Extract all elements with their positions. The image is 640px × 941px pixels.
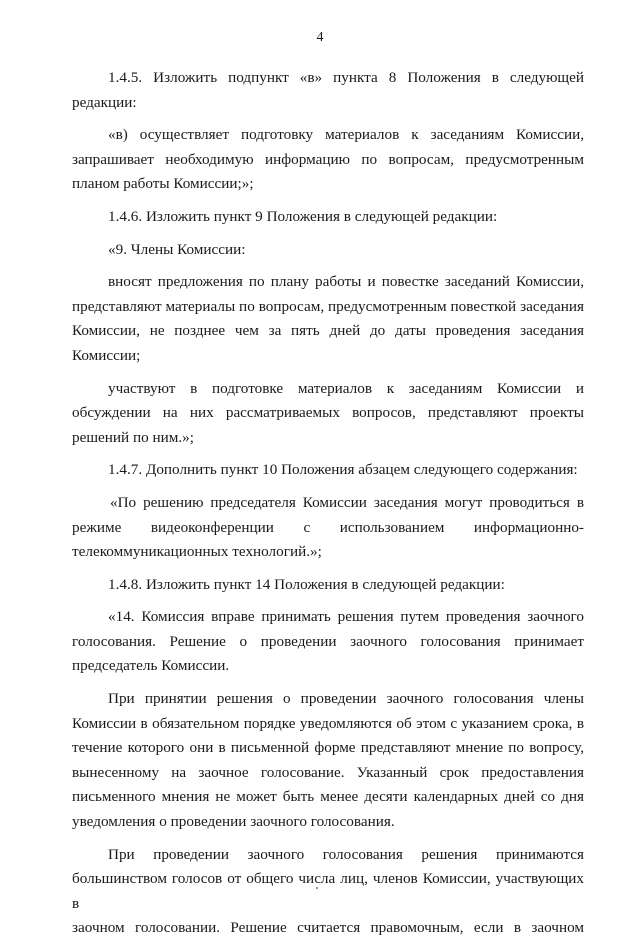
text-line: запрашивает необходимую информацию по вопросам, предусмотренным xyxy=(72,150,584,168)
text-line: Комиссии, не позднее чем за пять дней до даты проведения заседания xyxy=(72,322,584,340)
text-line: Комиссии; xyxy=(72,346,141,364)
paragraph-videoconference xyxy=(72,491,584,565)
document-body xyxy=(72,66,584,941)
text-line: председатель Комиссии. xyxy=(72,657,230,675)
text-line: заочном голосовании. Решение считается правомочным, если в заочном xyxy=(72,919,584,937)
paragraph-point-9 xyxy=(72,238,584,263)
paragraph-1-4-8 xyxy=(72,573,584,598)
paragraph-absentee-decision xyxy=(72,843,584,941)
paragraph-absentee-notice xyxy=(72,687,584,835)
paragraph-point-14 xyxy=(72,605,584,679)
text-line: 1.4.8. Изложить пункт 14 Положения в следующей редакции: xyxy=(108,575,505,593)
text-line: «14. Комиссия вправе принимать решения путем проведения заочного xyxy=(108,608,584,626)
text-line: 1.4.7. Дополнить пункт 10 Положения абзацем следующего содержания: xyxy=(108,461,578,479)
paragraph-members-participate xyxy=(72,377,584,451)
text-line: «9. Члены Комиссии: xyxy=(108,240,246,258)
text-line: письменного мнения не может быть менее десяти календарных дней со дня xyxy=(72,788,584,806)
text-line: Комиссии в обязательном порядке уведомляются об этом с указанием срока, в xyxy=(72,714,584,732)
text-line: вносят предложения по плану работы и повестке заседаний Комиссии, xyxy=(108,273,584,291)
text-line: уведомления о проведении заочного голосования. xyxy=(72,813,395,831)
page-number: 4 xyxy=(316,30,324,45)
text-line: решений по ним.»; xyxy=(72,428,194,446)
text-line: представляют материалы по вопросам, предусмотренным повесткой заседания xyxy=(72,297,584,315)
paragraph-1-4-7 xyxy=(72,458,584,483)
paragraph-1-4-6 xyxy=(72,205,584,230)
text-line: 1.4.5. Изложить подпункт «в» пункта 8 Положения в следующей xyxy=(108,69,584,86)
text-line: «По решению председателя Комиссии заседания могут проводиться в xyxy=(110,493,584,511)
text-line: голосования. Решение о проведении заочного голосования принимает xyxy=(72,632,584,650)
text-line: вынесенному на заочное голосование. Указанный срок предоставления xyxy=(72,763,584,781)
paragraph-subpoint-v xyxy=(72,123,584,197)
text-line: большинством голосов от общего числа лиц, членов Комиссии, участвующих в xyxy=(72,870,584,912)
paragraph-members-submit xyxy=(72,270,584,368)
text-line: редакции: xyxy=(72,93,137,111)
text-line: «в) осуществляет подготовку материалов к заседаниям Комиссии, xyxy=(108,126,584,144)
text-line: течение которого они в письменной форме представляют мнение по вопросу, xyxy=(72,739,584,757)
scan-speck xyxy=(316,887,318,889)
text-line: При проведении заочного голосования решения принимаются xyxy=(108,845,584,863)
text-line: обсуждении на них рассматриваемых вопросов, представляют проекты xyxy=(72,404,584,422)
text-line: 1.4.6. Изложить пункт 9 Положения в следующей редакции: xyxy=(108,207,498,225)
text-line: планом работы Комиссии;»; xyxy=(72,175,254,193)
text-line: режиме видеоконференции с использованием информационно- xyxy=(72,518,584,536)
text-line: телекоммуникационных технологий.»; xyxy=(72,543,322,561)
text-line: участвуют в подготовке материалов к заседаниям Комиссии и xyxy=(108,379,584,397)
paragraph-1-4-5 xyxy=(72,66,584,115)
text-line: При принятии решения о проведении заочного голосования члены xyxy=(108,690,584,708)
